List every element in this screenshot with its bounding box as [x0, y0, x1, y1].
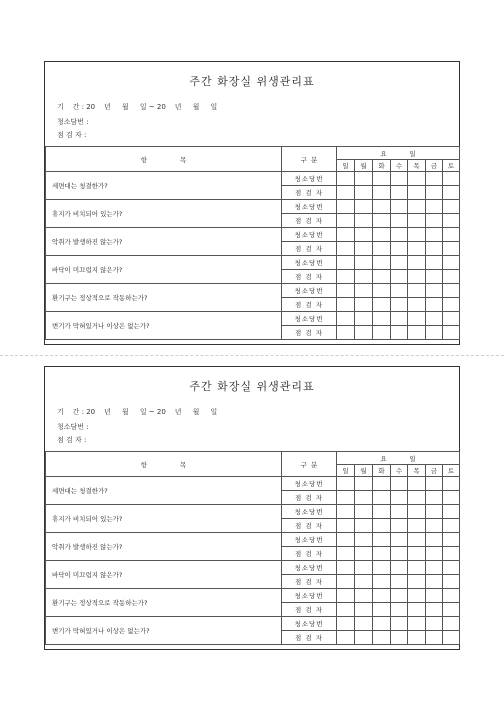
day-header: 일 — [337, 465, 355, 477]
check-cell[interactable] — [426, 617, 443, 631]
check-cell[interactable] — [373, 312, 391, 326]
check-cell[interactable] — [426, 256, 443, 270]
day-header: 금 — [426, 160, 443, 172]
check-cell[interactable] — [391, 186, 408, 200]
header-days: 요 일 — [337, 452, 460, 465]
check-cell[interactable] — [443, 617, 460, 631]
checklist-table — [45, 146, 460, 340]
sub-inspector: 점 검 자 — [282, 631, 337, 645]
hygiene-form-bottom — [44, 366, 460, 650]
sub-cleaner: 청소당번 — [282, 256, 337, 270]
sub-inspector: 점 검 자 — [282, 603, 337, 617]
check-item: 환기구는 정상적으로 작동하는가? — [46, 284, 282, 312]
check-cell[interactable] — [408, 242, 426, 256]
check-cell[interactable] — [373, 575, 391, 589]
check-cell[interactable] — [373, 477, 391, 491]
sub-inspector: 점 검 자 — [282, 242, 337, 256]
check-item: 바닥이 미끄럽지 않은가? — [46, 256, 282, 284]
check-cell[interactable] — [408, 172, 426, 186]
check-cell[interactable] — [355, 617, 373, 631]
check-cell[interactable] — [355, 589, 373, 603]
sub-cleaner: 청소당번 — [282, 200, 337, 214]
check-cell[interactable] — [408, 326, 426, 340]
sub-inspector: 점 검 자 — [282, 519, 337, 533]
check-cell[interactable] — [426, 200, 443, 214]
check-cell[interactable] — [391, 505, 408, 519]
check-cell[interactable] — [443, 298, 460, 312]
check-cell[interactable] — [408, 617, 426, 631]
form-title: 주간 화장실 위생관리표 — [189, 75, 315, 88]
inspector-line: 점 검 자 : — [57, 131, 87, 139]
check-cell[interactable] — [443, 312, 460, 326]
sub-cleaner: 청소당번 — [282, 561, 337, 575]
sub-inspector: 점 검 자 — [282, 326, 337, 340]
check-cell[interactable] — [355, 242, 373, 256]
check-cell[interactable] — [391, 312, 408, 326]
page-divider — [0, 355, 504, 356]
check-cell[interactable] — [373, 242, 391, 256]
sub-cleaner: 청소당번 — [282, 172, 337, 186]
day-header: 월 — [355, 465, 373, 477]
check-cell[interactable] — [408, 547, 426, 561]
sub-cleaner: 청소당번 — [282, 505, 337, 519]
check-item: 환기구는 정상적으로 작동하는가? — [46, 589, 282, 617]
inspector-line: 점 검 자 : — [57, 436, 87, 444]
check-cell[interactable] — [355, 561, 373, 575]
check-cell[interactable] — [337, 603, 355, 617]
check-item: 휴지가 비치되어 있는가? — [46, 505, 282, 533]
check-cell[interactable] — [355, 312, 373, 326]
header-type: 구 분 — [282, 452, 337, 477]
check-cell[interactable] — [355, 172, 373, 186]
check-cell[interactable] — [443, 603, 460, 617]
check-cell[interactable] — [337, 575, 355, 589]
check-cell[interactable] — [391, 270, 408, 284]
check-cell[interactable] — [355, 505, 373, 519]
check-cell[interactable] — [355, 631, 373, 645]
check-cell[interactable] — [408, 505, 426, 519]
sub-cleaner: 청소당번 — [282, 312, 337, 326]
check-cell[interactable] — [391, 575, 408, 589]
check-cell[interactable] — [373, 284, 391, 298]
day-header: 목 — [408, 465, 426, 477]
check-cell[interactable] — [337, 298, 355, 312]
check-cell[interactable] — [426, 491, 443, 505]
sub-inspector: 점 검 자 — [282, 186, 337, 200]
check-cell[interactable] — [408, 228, 426, 242]
check-cell[interactable] — [426, 298, 443, 312]
check-cell[interactable] — [443, 326, 460, 340]
check-cell[interactable] — [337, 256, 355, 270]
check-cell[interactable] — [426, 477, 443, 491]
check-item: 바닥이 미끄럽지 않은가? — [46, 561, 282, 589]
check-cell[interactable] — [355, 284, 373, 298]
check-cell[interactable] — [391, 491, 408, 505]
header-item: 항 목 — [46, 147, 282, 172]
check-cell[interactable] — [426, 631, 443, 645]
check-cell[interactable] — [426, 270, 443, 284]
check-cell[interactable] — [355, 519, 373, 533]
check-item: 변기가 막혀있거나 이상은 없는가? — [46, 617, 282, 645]
check-item: 휴지가 비치되어 있는가? — [46, 200, 282, 228]
check-cell[interactable] — [408, 214, 426, 228]
sub-cleaner: 청소당번 — [282, 589, 337, 603]
check-cell[interactable] — [373, 561, 391, 575]
check-cell[interactable] — [408, 312, 426, 326]
sub-cleaner: 청소당번 — [282, 617, 337, 631]
check-cell[interactable] — [408, 270, 426, 284]
check-cell[interactable] — [391, 172, 408, 186]
check-cell[interactable] — [408, 477, 426, 491]
check-cell[interactable] — [443, 533, 460, 547]
check-cell[interactable] — [391, 326, 408, 340]
check-cell[interactable] — [391, 200, 408, 214]
check-cell[interactable] — [408, 256, 426, 270]
check-cell[interactable] — [355, 200, 373, 214]
sub-inspector: 점 검 자 — [282, 298, 337, 312]
check-cell[interactable] — [443, 505, 460, 519]
check-item: 변기가 막혀있거나 이상은 없는가? — [46, 312, 282, 340]
check-cell[interactable] — [391, 284, 408, 298]
check-cell[interactable] — [426, 533, 443, 547]
sub-cleaner: 청소당번 — [282, 284, 337, 298]
cleaner-line: 청소담번 : — [57, 118, 89, 126]
check-cell[interactable] — [373, 491, 391, 505]
day-header: 화 — [373, 465, 391, 477]
check-cell[interactable] — [355, 547, 373, 561]
check-cell[interactable] — [443, 519, 460, 533]
check-cell[interactable] — [391, 519, 408, 533]
sub-inspector: 점 검 자 — [282, 214, 337, 228]
hygiene-form-top — [44, 61, 460, 345]
check-cell[interactable] — [443, 256, 460, 270]
sub-cleaner: 청소당번 — [282, 477, 337, 491]
check-cell[interactable] — [426, 214, 443, 228]
check-cell[interactable] — [426, 519, 443, 533]
check-cell[interactable] — [443, 200, 460, 214]
check-cell[interactable] — [426, 228, 443, 242]
check-cell[interactable] — [337, 284, 355, 298]
check-cell[interactable] — [337, 172, 355, 186]
check-cell[interactable] — [337, 561, 355, 575]
check-cell[interactable] — [408, 589, 426, 603]
sub-inspector: 점 검 자 — [282, 547, 337, 561]
check-cell[interactable] — [373, 617, 391, 631]
check-cell[interactable] — [408, 519, 426, 533]
period-line: 기 간 : 20 년 월 일 ~ 20 년 월 일 — [57, 103, 218, 111]
check-cell[interactable] — [426, 284, 443, 298]
check-cell[interactable] — [426, 575, 443, 589]
check-cell[interactable] — [373, 270, 391, 284]
check-cell[interactable] — [355, 491, 373, 505]
check-cell[interactable] — [426, 561, 443, 575]
check-cell[interactable] — [443, 477, 460, 491]
sub-cleaner: 청소당번 — [282, 228, 337, 242]
check-cell[interactable] — [337, 477, 355, 491]
check-cell[interactable] — [373, 256, 391, 270]
check-cell[interactable] — [408, 575, 426, 589]
period-line: 기 간 : 20 년 월 일 ~ 20 년 월 일 — [57, 408, 218, 416]
check-cell[interactable] — [408, 561, 426, 575]
check-cell[interactable] — [443, 561, 460, 575]
day-header: 토 — [443, 465, 460, 477]
check-cell[interactable] — [373, 547, 391, 561]
check-cell[interactable] — [337, 326, 355, 340]
check-item: 악취가 발생하진 않는가? — [46, 533, 282, 561]
check-cell[interactable] — [355, 575, 373, 589]
check-cell[interactable] — [337, 533, 355, 547]
sub-inspector: 점 검 자 — [282, 270, 337, 284]
check-cell[interactable] — [443, 172, 460, 186]
check-cell[interactable] — [337, 312, 355, 326]
check-cell[interactable] — [443, 589, 460, 603]
check-cell[interactable] — [443, 575, 460, 589]
check-cell[interactable] — [408, 631, 426, 645]
check-cell[interactable] — [391, 228, 408, 242]
sub-inspector: 점 검 자 — [282, 575, 337, 589]
check-cell[interactable] — [408, 284, 426, 298]
check-cell[interactable] — [337, 519, 355, 533]
check-cell[interactable] — [355, 186, 373, 200]
check-cell[interactable] — [355, 326, 373, 340]
check-cell[interactable] — [373, 519, 391, 533]
check-cell[interactable] — [408, 186, 426, 200]
check-cell[interactable] — [426, 186, 443, 200]
check-cell[interactable] — [337, 505, 355, 519]
check-cell[interactable] — [373, 228, 391, 242]
check-cell[interactable] — [443, 228, 460, 242]
check-cell[interactable] — [426, 505, 443, 519]
check-cell[interactable] — [408, 603, 426, 617]
check-cell[interactable] — [373, 186, 391, 200]
check-cell[interactable] — [355, 603, 373, 617]
check-cell[interactable] — [391, 533, 408, 547]
check-cell[interactable] — [373, 172, 391, 186]
check-cell[interactable] — [391, 589, 408, 603]
day-header: 수 — [391, 465, 408, 477]
check-cell[interactable] — [426, 242, 443, 256]
check-cell[interactable] — [391, 242, 408, 256]
check-cell[interactable] — [337, 200, 355, 214]
check-cell[interactable] — [355, 214, 373, 228]
check-cell[interactable] — [391, 547, 408, 561]
day-header: 토 — [443, 160, 460, 172]
check-cell[interactable] — [391, 477, 408, 491]
check-item: 세면대는 청결한가? — [46, 172, 282, 200]
check-cell[interactable] — [355, 298, 373, 312]
check-cell[interactable] — [426, 603, 443, 617]
check-cell[interactable] — [355, 477, 373, 491]
check-cell[interactable] — [337, 631, 355, 645]
check-cell[interactable] — [426, 172, 443, 186]
header-days: 요 일 — [337, 147, 460, 160]
check-cell[interactable] — [373, 326, 391, 340]
check-cell[interactable] — [443, 242, 460, 256]
check-cell[interactable] — [443, 631, 460, 645]
day-header: 목 — [408, 160, 426, 172]
check-cell[interactable] — [408, 491, 426, 505]
check-cell[interactable] — [355, 533, 373, 547]
header-item: 항 목 — [46, 452, 282, 477]
check-cell[interactable] — [373, 505, 391, 519]
check-cell[interactable] — [355, 228, 373, 242]
check-cell[interactable] — [337, 186, 355, 200]
sub-cleaner: 청소당번 — [282, 533, 337, 547]
check-cell[interactable] — [426, 312, 443, 326]
check-cell[interactable] — [337, 270, 355, 284]
check-cell[interactable] — [337, 617, 355, 631]
day-header: 수 — [391, 160, 408, 172]
check-cell[interactable] — [408, 200, 426, 214]
checklist-table — [45, 451, 460, 645]
check-cell[interactable] — [337, 589, 355, 603]
check-cell[interactable] — [355, 270, 373, 284]
sub-inspector: 점 검 자 — [282, 491, 337, 505]
check-cell[interactable] — [373, 298, 391, 312]
check-cell[interactable] — [391, 298, 408, 312]
check-cell[interactable] — [443, 186, 460, 200]
day-header: 일 — [337, 160, 355, 172]
day-header: 금 — [426, 465, 443, 477]
check-cell[interactable] — [373, 603, 391, 617]
check-item: 세면대는 청결한가? — [46, 477, 282, 505]
check-cell[interactable] — [391, 617, 408, 631]
form-title: 주간 화장실 위생관리표 — [189, 380, 315, 393]
check-cell[interactable] — [337, 214, 355, 228]
check-cell[interactable] — [373, 214, 391, 228]
check-cell[interactable] — [408, 298, 426, 312]
check-cell[interactable] — [337, 228, 355, 242]
day-header: 화 — [373, 160, 391, 172]
check-cell[interactable] — [391, 631, 408, 645]
check-cell[interactable] — [443, 284, 460, 298]
check-cell[interactable] — [337, 242, 355, 256]
check-cell[interactable] — [391, 561, 408, 575]
check-cell[interactable] — [408, 533, 426, 547]
header-type: 구 분 — [282, 147, 337, 172]
check-cell[interactable] — [391, 256, 408, 270]
check-cell[interactable] — [443, 547, 460, 561]
check-cell[interactable] — [426, 547, 443, 561]
check-cell[interactable] — [355, 256, 373, 270]
check-cell[interactable] — [391, 214, 408, 228]
check-cell[interactable] — [373, 200, 391, 214]
check-item: 악취가 발생하진 않는가? — [46, 228, 282, 256]
check-cell[interactable] — [443, 270, 460, 284]
check-cell[interactable] — [426, 326, 443, 340]
day-header: 월 — [355, 160, 373, 172]
cleaner-line: 청소담번 : — [57, 423, 89, 431]
check-cell[interactable] — [373, 589, 391, 603]
check-cell[interactable] — [391, 603, 408, 617]
check-cell[interactable] — [337, 491, 355, 505]
check-cell[interactable] — [373, 533, 391, 547]
check-cell[interactable] — [443, 491, 460, 505]
check-cell[interactable] — [443, 214, 460, 228]
check-cell[interactable] — [426, 589, 443, 603]
check-cell[interactable] — [337, 547, 355, 561]
check-cell[interactable] — [373, 631, 391, 645]
